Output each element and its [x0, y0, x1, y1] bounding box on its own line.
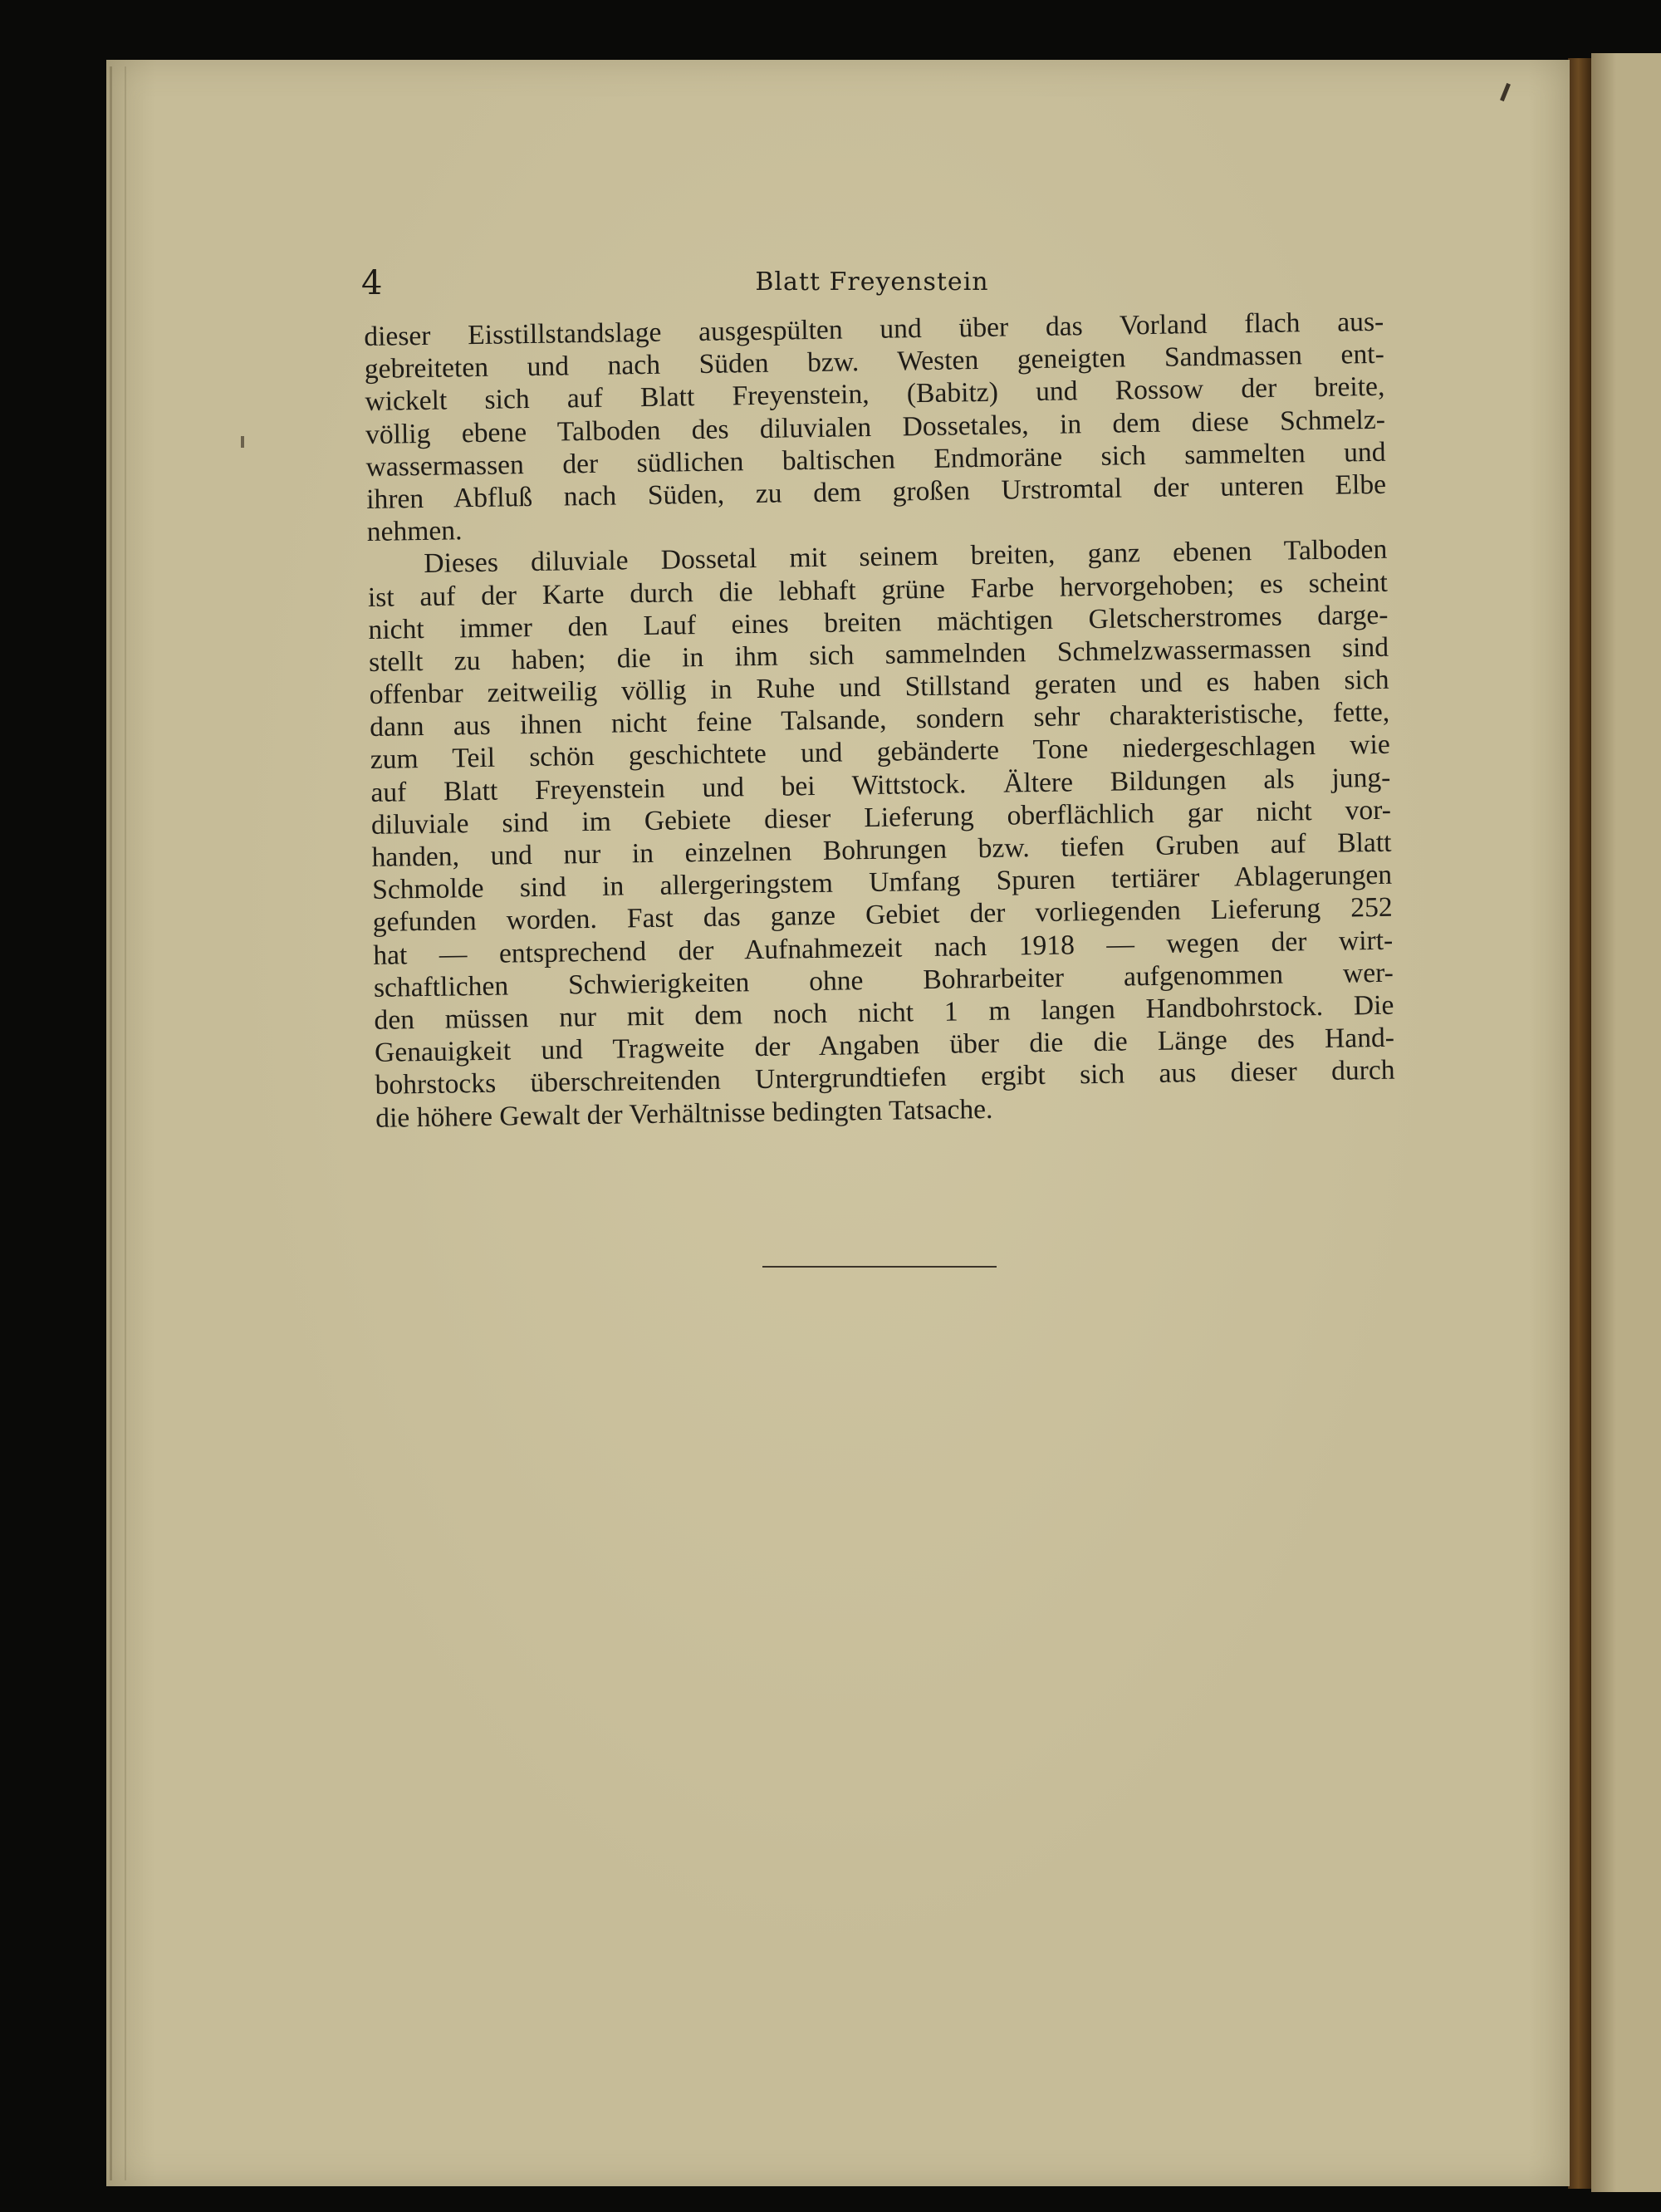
text-line: Genauigkeit und Tragweite der Angaben über die die Länge des Hand- — [374, 1022, 1395, 1069]
text-line: auf Blatt Freyenstein und bei Wittstock. Ältere Bildungen als jung- — [370, 762, 1391, 808]
text-line: gebreiteten und nach Süden bzw. Westen geneigten Sandmassen ent- — [364, 338, 1385, 385]
text-line: ihren Abfluß nach Süden, zu dem großen Urstromtal der unteren Elbe — [365, 468, 1387, 515]
text-line: handen, und nur in einzelnen Bohrungen bzw. tiefen Gruben auf Blatt — [371, 826, 1392, 873]
page-edge-line — [125, 66, 126, 2180]
section-end-rule — [762, 1266, 997, 1268]
text-line: nehmen. — [366, 515, 463, 548]
book-spine — [1568, 58, 1591, 2189]
page-edge-line — [110, 66, 112, 2180]
text-line: gefunden worden. Fast das ganze Gebiet der vorliegenden Lieferung 252 — [372, 892, 1393, 939]
page-number: 4 — [361, 264, 383, 302]
running-title: Blatt Freyenstein — [755, 267, 989, 297]
text-line: nicht immer den Lauf eines breiten mächtigen Gletscherstromes darge- — [368, 599, 1389, 645]
text-line: dann aus ihnen nicht feine Talsande, sondern sehr charakteristische, fette, — [369, 696, 1390, 743]
text-line: den müssen nur mit dem noch nicht 1 m langen Handbohrstock. Die — [374, 989, 1394, 1036]
ink-mark — [241, 436, 244, 448]
running-header — [357, 259, 1387, 309]
text-line: die höhere Gewalt der Verhältnisse bedingten Tatsache. — [375, 1093, 993, 1134]
text-line: dieser Eisstillstandslage ausgespülten und über das Vorland flach aus- — [364, 306, 1384, 352]
body-text — [364, 306, 1395, 1135]
text-line: schaftlichen Schwierigkeiten ohne Bohrarbeiter aufgenommen wer- — [373, 957, 1394, 1003]
text-line: stellt zu haben; die in ihm sich sammelnden Schmelzwassermassen sind — [368, 631, 1389, 678]
text-line: hat — entsprechend der Aufnahmezeit nach 1918 — wegen der wirt- — [373, 925, 1394, 971]
text-line: zum Teil schön geschichtete und gebänderte Tone niedergeschlagen wie — [370, 729, 1390, 776]
text-line: ist auf der Karte durch die lebhaft grüne Farbe hervorgehoben; es scheint — [367, 566, 1389, 613]
text-line: Schmolde sind in allergeringstem Umfang Spuren tertiärer Ablagerungen — [371, 859, 1393, 906]
text-line: Dieses diluviale Dossetal mit seinem breiten, ganz ebenen Talboden — [424, 534, 1388, 580]
text-line: völlig ebene Talboden des diluvialen Dossetales, in dem diese Schmelz- — [365, 404, 1386, 450]
text-line: bohrstocks überschreitenden Untergrundtiefen ergibt sich aus dieser durch — [375, 1054, 1395, 1101]
paragraph — [367, 533, 1395, 1135]
text-line: diluviale sind im Gebiete dieser Lieferung oberflächlich gar nicht vor- — [370, 794, 1392, 841]
text-line: wickelt sich auf Blatt Freyenstein, (Babitz) und Rossow der breite, — [365, 371, 1385, 418]
paragraph — [364, 306, 1387, 548]
text-line: offenbar zeitweilig völlig in Ruhe und Stillstand geraten und es haben sich — [369, 664, 1389, 711]
facing-page-edge — [1591, 53, 1661, 2192]
text-line: wassermassen der südlichen baltischen Endmoräne sich sammelten und — [365, 436, 1386, 483]
